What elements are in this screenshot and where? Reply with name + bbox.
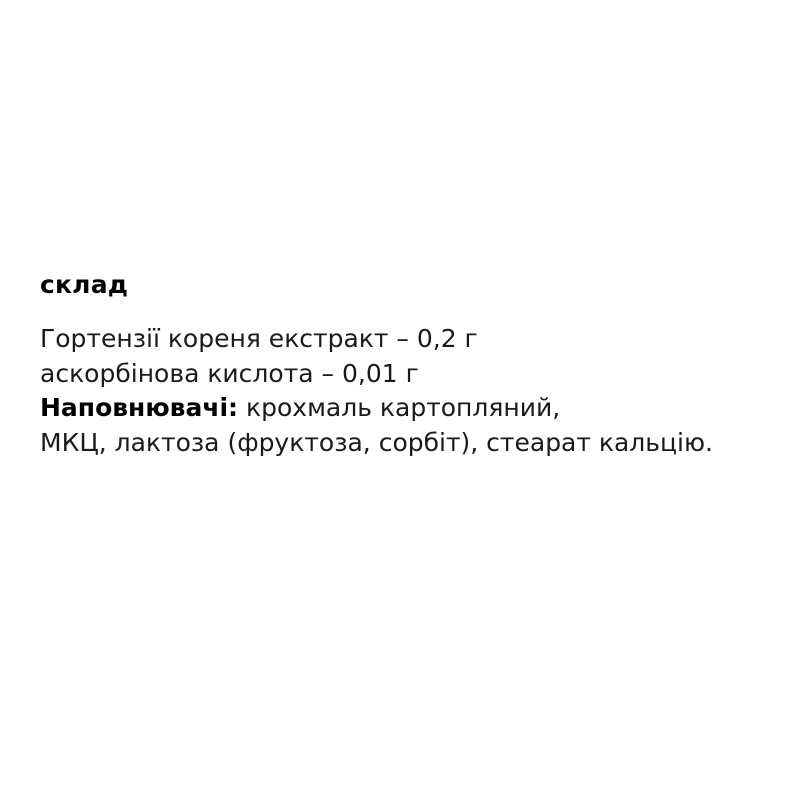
fillers-label: Наповнювачі: bbox=[40, 393, 239, 422]
ingredient-line-1: Гортензії кореня екстракт – 0,2 г bbox=[40, 324, 478, 353]
fillers-text-first: крохмаль картопляний, bbox=[238, 393, 561, 422]
fillers-line-1 bbox=[40, 391, 770, 426]
fillers-line-2: МКЦ, лактоза (фруктоза, сорбіт), стеарат кальцію. bbox=[40, 427, 713, 457]
section-heading-composition: склад bbox=[40, 270, 129, 299]
ingredient-line-2: аскорбінова кислота – 0,01 г bbox=[40, 358, 419, 388]
ingredients-section bbox=[40, 270, 770, 460]
